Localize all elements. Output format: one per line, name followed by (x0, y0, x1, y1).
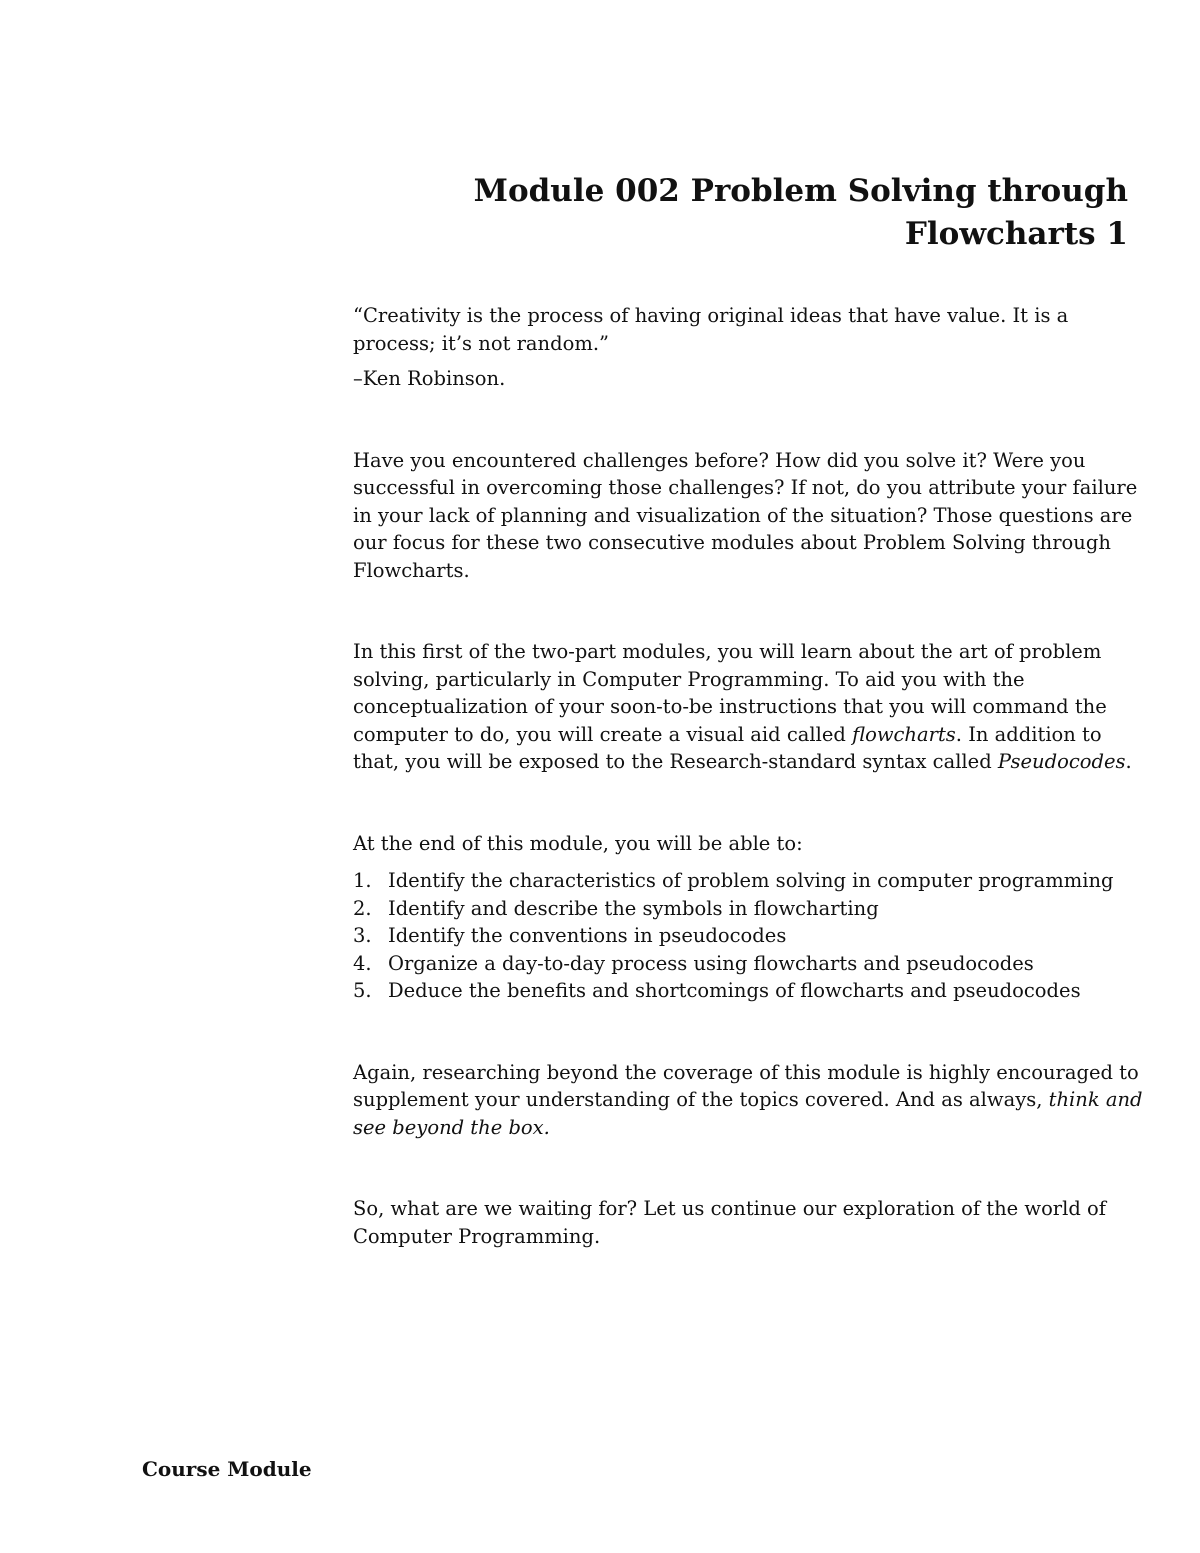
intro-paragraph: Have you encountered challenges before? How did you solve it? Were you successful in overcoming those challenges? If not, do you attribute your failure in your lack of planning and visualization of the situation? Those questions are our focus for these two consecutive modules about Problem Solving through Flowcharts. (353, 448, 1138, 582)
quote-author: –Ken Robinson. (353, 367, 506, 390)
overview-paragraph (353, 638, 1143, 776)
objective-number: 5. (353, 979, 372, 1002)
objective-text: Deduce the benefits and shortcomings of flowcharts and pseudocodes (388, 979, 1081, 1002)
module-title (408, 170, 1128, 256)
objective-number: 3. (353, 924, 372, 947)
objective-item (353, 895, 1143, 923)
pseudocodes-term: Pseudocodes (997, 750, 1126, 773)
objective-text: Identify and describe the symbols in flowcharting (388, 896, 879, 920)
module-body (353, 302, 1143, 1250)
opening-quote: “Creativity is the process of having original ideas that have value. It is a process; it’s not random.” (353, 304, 1069, 355)
objective-item (353, 950, 1143, 978)
overview-text-3: . (1125, 750, 1132, 773)
objectives-list (353, 867, 1143, 1005)
research-paragraph (353, 1059, 1143, 1142)
objective-text: Identify the conventions in pseudocodes (388, 924, 787, 947)
objective-number: 4. (353, 951, 372, 975)
module-title-line-2: Flowcharts 1 (904, 216, 1128, 252)
flowcharts-term: flowcharts (852, 722, 956, 746)
research-emphasis: think and see beyond the box. (353, 1088, 1143, 1139)
objective-text: Identify the characteristics of problem solving in computer programming (388, 869, 1114, 892)
overview-text-2: . In addition to that, you will be exposed to the Research-standard syntax called (353, 722, 1102, 773)
objective-item (353, 922, 1143, 950)
overview-text-1: In this first of the two-part modules, you will learn about the art of problem solving, particularly in Computer Programming. To aid you with the conceptualization of your soon-to-be instructions that you will command the computer to do, you will create a visual aid called (353, 640, 1107, 746)
closing-paragraph: So, what are we waiting for? Let us continue our exploration of the world of Computer Programming. (353, 1197, 1107, 1248)
objective-number: 1. (353, 869, 372, 892)
objectives-intro: At the end of this module, you will be able to: (353, 831, 803, 855)
footer-label: Course Module (142, 1457, 312, 1481)
objective-number: 2. (353, 896, 372, 920)
objective-item (353, 867, 1143, 895)
objective-text: Organize a day-to-day process using flowcharts and pseudocodes (388, 951, 1034, 975)
module-title-line-1: Module 002 Problem Solving through (473, 173, 1128, 209)
research-text: Again, researching beyond the coverage of this module is highly encouraged to supplement your understanding of the topics covered. And as always, (353, 1060, 1139, 1111)
objective-item (353, 977, 1143, 1005)
